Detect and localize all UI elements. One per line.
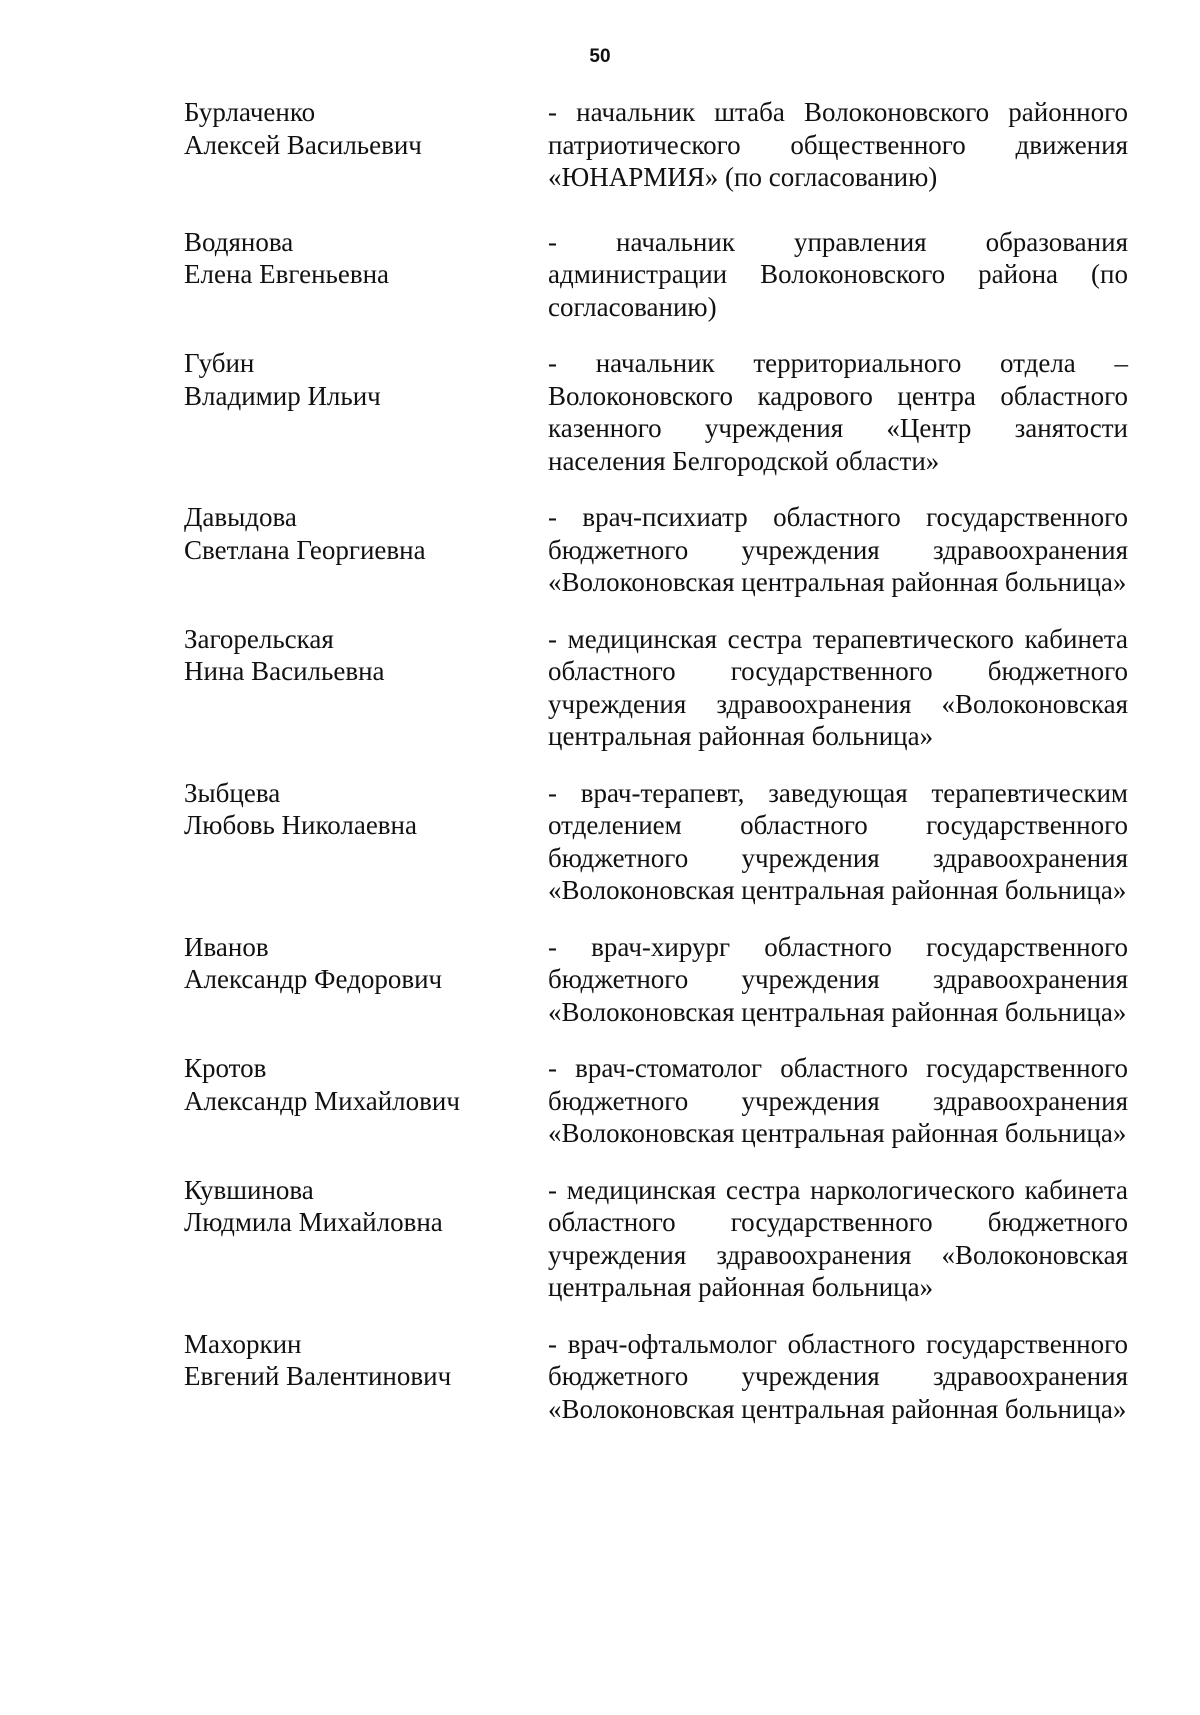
member-position: - врач-офтальмолог областного государственного бюджетного учреждения здравоохранения «Волоконовская центральная районная больница»: [548, 1328, 1128, 1424]
member-name: [184, 1052, 548, 1150]
member-name: [184, 347, 548, 477]
member-name: [184, 226, 548, 324]
member-position: - начальник штаба Волоконовского районного патриотического общественного движения «ЮНАРМИЯ» (по согласованию): [548, 97, 1128, 192]
member-given-names: Елена Евгеньевна: [184, 259, 390, 289]
member-surname: Зыбцева: [184, 777, 281, 808]
member-surname: Махоркин: [184, 1328, 302, 1359]
member-position: - медицинская сестра терапевтического кабинета областного государственного бюджетного учреждения здравоохранения «Волоконовская центральная районная больница»: [548, 623, 1128, 751]
member-position: - врач-терапевт, заведующая терапевтическим отделением областного государственного бюджетного учреждения здравоохранения «Волоконовская центральная районная больница»: [548, 777, 1128, 905]
member-name: [184, 501, 548, 599]
member-position: - врач-психиатр областного государственного бюджетного учреждения здравоохранения «Волоконовская центральная районная больница»: [548, 502, 1128, 597]
member-name: [184, 777, 548, 907]
member-name: [184, 1328, 548, 1426]
member-entry: [184, 931, 1128, 1029]
page-number: 50: [589, 46, 611, 67]
member-position: - медицинская сестра наркологического кабинета областного государственного бюджетного учреждения здравоохранения «Волоконовская центральная районная больница»: [548, 1174, 1128, 1302]
member-surname: Давыдова: [184, 502, 297, 532]
member-position: - начальник территориального отдела – Волоконовского кадрового центра областного казенного учреждения «Центр занятости населения Белгородской области»: [548, 348, 1128, 476]
member-entry: [184, 1174, 1128, 1304]
member-entry: [184, 96, 1128, 194]
member-name: [184, 931, 548, 1029]
member-entry: [184, 226, 1128, 324]
member-surname: Кротов: [184, 1053, 267, 1083]
member-surname: Иванов: [184, 931, 269, 962]
member-given-names: Евгений Валентинович: [184, 1361, 452, 1391]
member-given-names: Алексей Васильевич: [184, 129, 422, 160]
member-given-names: Александр Михайлович: [184, 1085, 460, 1116]
member-position: - начальник управления образования администрации Волоконовского района (по согласованию): [548, 226, 1128, 322]
member-given-names: Любовь Николаевна: [184, 810, 417, 840]
member-entry: [184, 1052, 1128, 1150]
member-given-names: Владимир Ильич: [184, 380, 381, 411]
member-entry: [184, 777, 1128, 907]
member-list: [184, 96, 1128, 1425]
member-surname: Кувшинова: [184, 1174, 314, 1205]
member-entry: [184, 623, 1128, 753]
member-entry: [184, 1328, 1128, 1426]
member-entry: [184, 347, 1128, 477]
member-surname: Загорельская: [184, 623, 334, 654]
member-given-names: Нина Васильевна: [184, 656, 385, 686]
member-surname: Бурлаченко: [184, 97, 316, 127]
member-given-names: Александр Федорович: [184, 964, 443, 994]
member-position: - врач-стоматолог областного государственного бюджетного учреждения здравоохранения «Волоконовская центральная районная больница»: [548, 1053, 1128, 1148]
member-name: [184, 96, 548, 194]
member-name: [184, 623, 548, 753]
member-entry: [184, 501, 1128, 599]
member-surname: Водянова: [184, 226, 294, 257]
member-given-names: Людмила Михайловна: [184, 1207, 443, 1237]
member-name: [184, 1174, 548, 1304]
member-surname: Губин: [184, 348, 255, 378]
member-position: - врач-хирург областного государственного бюджетного учреждения здравоохранения «Волоконовская центральная районная больница»: [548, 931, 1128, 1027]
member-given-names: Светлана Георгиевна: [184, 534, 426, 565]
